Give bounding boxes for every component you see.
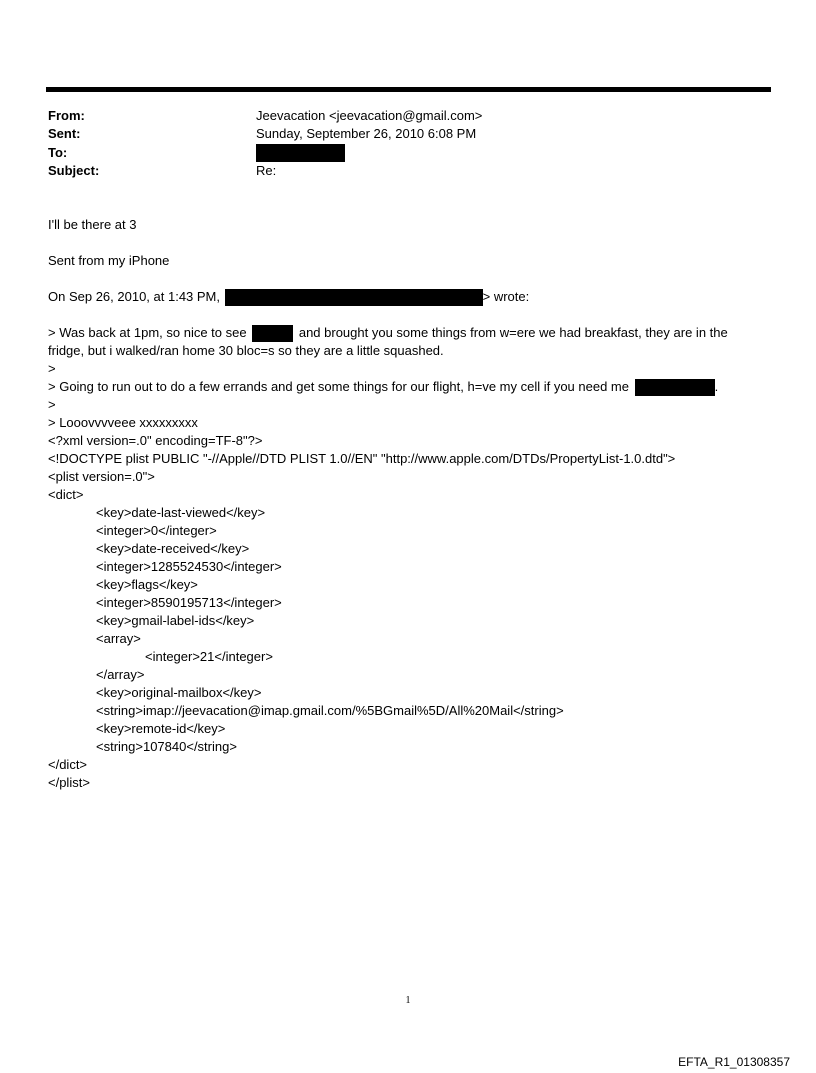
- plist-line: <plist version=.0">: [48, 469, 155, 484]
- sent-value: Sunday, September 26, 2010 6:08 PM: [256, 126, 477, 141]
- from-value: Jeevacation <jeevacation@gmail.com>: [256, 108, 483, 123]
- plist-line: <?xml version=.0" encoding=TF-8"?>: [48, 433, 263, 448]
- plist-line: </array>: [96, 667, 145, 682]
- quote-line-1-after: and brought you some things from w=ere we had breakfast, they are in the: [298, 325, 728, 340]
- quote-line-1: [48, 324, 728, 342]
- plist-line: <key>gmail-label-ids</key>: [96, 613, 255, 628]
- sent-label: Sent:: [48, 126, 81, 141]
- subject-label: Subject:: [48, 163, 100, 178]
- plist-line: <key>date-last-viewed</key>: [96, 505, 266, 520]
- quote-intro-after: > wrote:: [482, 289, 530, 304]
- quote-line-2: fridge, but i walked/ran home 30 bloc=s so they are a little squashed.: [48, 343, 444, 358]
- bates-number: EFTA_R1_01308357: [678, 1055, 790, 1069]
- plist-line: <string>imap://jeevacation@imap.gmail.com/%5BGmail%5D/All%20Mail</string>: [96, 703, 564, 718]
- signature-text: Sent from my iPhone: [48, 253, 170, 268]
- plist-line: <integer>21</integer>: [145, 649, 273, 664]
- to-value: [256, 143, 345, 162]
- plist-line: <integer>0</integer>: [96, 523, 217, 538]
- quote-line-4-before: > Going to run out to do a few errands and get some things for our flight, h=ve my cell if you need me: [48, 379, 629, 394]
- subject-value: Re:: [256, 163, 277, 178]
- header-rule: [46, 87, 771, 92]
- redaction-box: [635, 379, 715, 396]
- quote-intro-before: On Sep 26, 2010, at 1:43 PM,: [48, 289, 221, 304]
- plist-line: <!DOCTYPE plist PUBLIC "-//Apple//DTD PLIST 1.0//EN" "http://www.apple.com/DTDs/PropertyList-1.0.dtd">: [48, 451, 676, 466]
- plist-line: <key>original-mailbox</key>: [96, 685, 262, 700]
- quote-line-4: [48, 378, 718, 396]
- page-number: 1: [405, 995, 411, 1006]
- quote-line-3: >: [48, 361, 56, 376]
- redaction-box: [252, 325, 293, 342]
- quote-line-5: >: [48, 397, 56, 412]
- to-label: To:: [48, 145, 68, 160]
- plist-line: <key>date-received</key>: [96, 541, 250, 556]
- redaction-box: [225, 289, 483, 306]
- quote-line-4-after: .: [714, 379, 719, 394]
- plist-line: <dict>: [48, 487, 84, 502]
- quote-line-1-before: > Was back at 1pm, so nice to see: [48, 325, 247, 340]
- redaction-box: [256, 144, 345, 162]
- plist-line: <array>: [96, 631, 141, 646]
- plist-line: </dict>: [48, 757, 88, 772]
- plist-line: <key>remote-id</key>: [96, 721, 226, 736]
- plist-line: </plist>: [48, 775, 90, 790]
- plist-line: <integer>8590195713</integer>: [96, 595, 282, 610]
- from-label: From:: [48, 108, 85, 123]
- reply-text: I'll be there at 3: [48, 217, 137, 232]
- quote-intro: [48, 288, 529, 306]
- plist-line: <key>flags</key>: [96, 577, 198, 592]
- plist-line: <string>107840</string>: [96, 739, 237, 754]
- plist-line: <integer>1285524530</integer>: [96, 559, 282, 574]
- quote-line-6: > Looovvvveee xxxxxxxxx: [48, 415, 198, 430]
